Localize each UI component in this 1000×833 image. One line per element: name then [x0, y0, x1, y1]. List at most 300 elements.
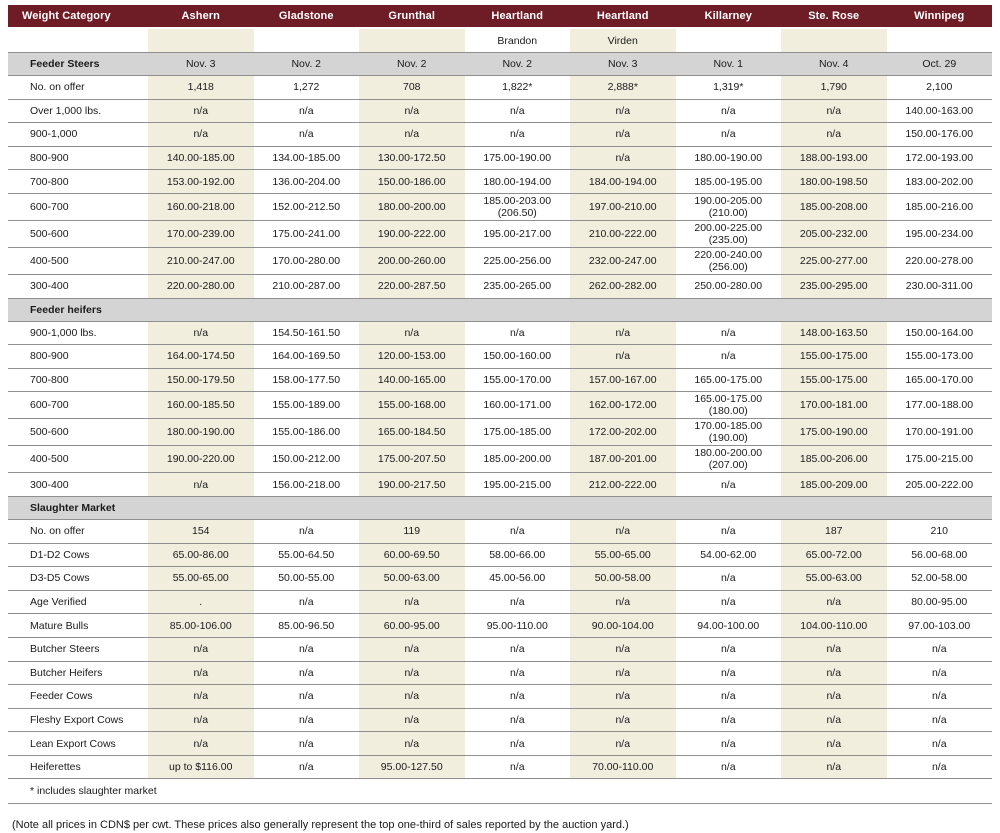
- row-label: Lean Export Cows: [8, 732, 148, 756]
- cell-ashern: 85.00-106.00: [148, 614, 254, 638]
- row-label: Fleshy Export Cows: [8, 708, 148, 732]
- cell-sterose: n/a: [781, 637, 887, 661]
- cell-winnipeg: n/a: [887, 661, 993, 685]
- cell-brandon: n/a: [465, 590, 571, 614]
- cell-brandon: n/a: [465, 519, 571, 543]
- cell-ashern: n/a: [148, 708, 254, 732]
- cell-virden: 232.00-247.00: [570, 247, 676, 274]
- cell-brandon: n/a: [465, 321, 571, 345]
- cell-winnipeg: 165.00-170.00: [887, 368, 993, 392]
- cell-sterose: 188.00-193.00: [781, 146, 887, 170]
- column-header-virden: Heartland: [570, 5, 676, 28]
- cell-grunthal: 200.00-260.00: [359, 247, 465, 274]
- section-date-brandon: Nov. 2: [465, 53, 571, 76]
- column-header-ashern: Ashern: [148, 5, 254, 28]
- cell-winnipeg: 183.00-202.00: [887, 170, 993, 194]
- cell-brandon: n/a: [465, 99, 571, 123]
- cell-grunthal: 60.00-95.00: [359, 614, 465, 638]
- cell-killarney: 190.00-205.00 (210.00): [676, 193, 782, 220]
- cell-grunthal: n/a: [359, 321, 465, 345]
- cell-sterose: 185.00-206.00: [781, 446, 887, 473]
- cell-brandon: 195.00-215.00: [465, 473, 571, 497]
- section-date-gladstone: Nov. 2: [254, 53, 360, 76]
- cell-killarney: 200.00-225.00 (235.00): [676, 220, 782, 247]
- cell-ashern: up to $116.00: [148, 755, 254, 779]
- cell-winnipeg: n/a: [887, 755, 993, 779]
- table-footnote: * includes slaughter market: [8, 779, 992, 804]
- cell-killarney: 180.00-190.00: [676, 146, 782, 170]
- section-date-killarney: [676, 298, 782, 321]
- column-header-grunthal: Grunthal: [359, 5, 465, 28]
- column-header-killarney: Killarney: [676, 5, 782, 28]
- cell-grunthal: 190.00-217.50: [359, 473, 465, 497]
- cell-ashern: n/a: [148, 685, 254, 709]
- section-title: Slaughter Market: [8, 496, 148, 519]
- cell-brandon: 58.00-66.00: [465, 543, 571, 567]
- cell-brandon: 225.00-256.00: [465, 247, 571, 274]
- column-subheader-gladstone: [254, 28, 360, 53]
- cell-killarney: n/a: [676, 99, 782, 123]
- section-date-killarney: [676, 496, 782, 519]
- cell-brandon: n/a: [465, 755, 571, 779]
- cell-gladstone: 85.00-96.50: [254, 614, 360, 638]
- cell-ashern: 180.00-190.00: [148, 419, 254, 446]
- cell-killarney: 220.00-240.00 (256.00): [676, 247, 782, 274]
- table-row: [8, 637, 992, 661]
- section-title: Feeder heifers: [8, 298, 148, 321]
- cell-ashern: n/a: [148, 473, 254, 497]
- table-row: [8, 543, 992, 567]
- column-header-gladstone: Gladstone: [254, 5, 360, 28]
- cell-gladstone: n/a: [254, 99, 360, 123]
- cell-gladstone: n/a: [254, 661, 360, 685]
- column-subheader-brandon: Brandon: [465, 28, 571, 53]
- cell-gladstone: n/a: [254, 732, 360, 756]
- cell-grunthal: n/a: [359, 708, 465, 732]
- table-footnote-row: [8, 779, 992, 804]
- cell-sterose: n/a: [781, 590, 887, 614]
- cell-gladstone: 175.00-241.00: [254, 220, 360, 247]
- cell-winnipeg: 195.00-234.00: [887, 220, 993, 247]
- cell-brandon: 1,822*: [465, 76, 571, 100]
- cell-brandon: n/a: [465, 123, 571, 147]
- cell-virden: 184.00-194.00: [570, 170, 676, 194]
- cell-brandon: 155.00-170.00: [465, 368, 571, 392]
- cell-winnipeg: 220.00-278.00: [887, 247, 993, 274]
- section-date-winnipeg: Oct. 29: [887, 53, 993, 76]
- cell-virden: n/a: [570, 661, 676, 685]
- cell-grunthal: n/a: [359, 590, 465, 614]
- table-head: [8, 5, 992, 53]
- cell-grunthal: 220.00-287.50: [359, 274, 465, 298]
- cell-ashern: n/a: [148, 637, 254, 661]
- section-date-gladstone: [254, 298, 360, 321]
- cell-brandon: 175.00-190.00: [465, 146, 571, 170]
- cell-ashern: 55.00-65.00: [148, 567, 254, 591]
- cell-sterose: n/a: [781, 661, 887, 685]
- cell-brandon: 160.00-171.00: [465, 392, 571, 419]
- row-label: 800-900: [8, 345, 148, 369]
- table-row: [8, 708, 992, 732]
- cell-virden: n/a: [570, 321, 676, 345]
- bottom-note: (Note all prices in CDN$ per cwt. These prices also generally represent the top one-third of sales reported by the auction yard.): [12, 819, 629, 832]
- cell-gladstone: 210.00-287.00: [254, 274, 360, 298]
- cell-killarney: n/a: [676, 637, 782, 661]
- cell-winnipeg: 150.00-164.00: [887, 321, 993, 345]
- cell-winnipeg: 80.00-95.00: [887, 590, 993, 614]
- row-label: 900-1,000: [8, 123, 148, 147]
- cell-brandon: n/a: [465, 661, 571, 685]
- column-subheader-grunthal: [359, 28, 465, 53]
- cell-grunthal: 60.00-69.50: [359, 543, 465, 567]
- table-row: [8, 732, 992, 756]
- cell-killarney: n/a: [676, 345, 782, 369]
- cell-sterose: 175.00-190.00: [781, 419, 887, 446]
- table-row: [8, 193, 992, 220]
- cell-gladstone: 155.00-189.00: [254, 392, 360, 419]
- table-row: [8, 99, 992, 123]
- row-label: Feeder Cows: [8, 685, 148, 709]
- cell-killarney: n/a: [676, 755, 782, 779]
- cell-ashern: n/a: [148, 99, 254, 123]
- cell-killarney: n/a: [676, 567, 782, 591]
- cell-killarney: 1,319*: [676, 76, 782, 100]
- section-date-ashern: [148, 298, 254, 321]
- row-label: 600-700: [8, 193, 148, 220]
- cell-gladstone: 164.00-169.50: [254, 345, 360, 369]
- column-subheader-killarney: [676, 28, 782, 53]
- cell-winnipeg: 2,100: [887, 76, 993, 100]
- cell-sterose: 1,790: [781, 76, 887, 100]
- cell-ashern: 140.00-185.00: [148, 146, 254, 170]
- cell-killarney: 170.00-185.00 (190.00): [676, 419, 782, 446]
- cell-grunthal: 140.00-165.00: [359, 368, 465, 392]
- column-subheader-virden: Virden: [570, 28, 676, 53]
- column-header-winnipeg: Winnipeg: [887, 5, 993, 28]
- row-label: Mature Bulls: [8, 614, 148, 638]
- cell-gladstone: 1,272: [254, 76, 360, 100]
- table-row: [8, 519, 992, 543]
- cell-brandon: n/a: [465, 708, 571, 732]
- cell-grunthal: 190.00-222.00: [359, 220, 465, 247]
- cell-killarney: n/a: [676, 590, 782, 614]
- cell-grunthal: 165.00-184.50: [359, 419, 465, 446]
- cell-gladstone: n/a: [254, 755, 360, 779]
- section-header-row: [8, 53, 992, 76]
- cell-winnipeg: n/a: [887, 708, 993, 732]
- table-row: [8, 76, 992, 100]
- cell-sterose: n/a: [781, 685, 887, 709]
- cell-winnipeg: 205.00-222.00: [887, 473, 993, 497]
- cell-ashern: n/a: [148, 661, 254, 685]
- column-header-brandon: Heartland: [465, 5, 571, 28]
- cell-ashern: 210.00-247.00: [148, 247, 254, 274]
- section-date-sterose: [781, 496, 887, 519]
- cell-gladstone: n/a: [254, 123, 360, 147]
- table-row: [8, 247, 992, 274]
- column-subheader-ashern: [148, 28, 254, 53]
- cell-gladstone: 134.00-185.00: [254, 146, 360, 170]
- cell-virden: 157.00-167.00: [570, 368, 676, 392]
- cell-grunthal: n/a: [359, 732, 465, 756]
- table-row: [8, 755, 992, 779]
- cell-sterose: 104.00-110.00: [781, 614, 887, 638]
- cell-gladstone: n/a: [254, 708, 360, 732]
- cell-sterose: 187: [781, 519, 887, 543]
- cell-gladstone: 155.00-186.00: [254, 419, 360, 446]
- cell-brandon: 195.00-217.00: [465, 220, 571, 247]
- table-row: [8, 661, 992, 685]
- cell-virden: 187.00-201.00: [570, 446, 676, 473]
- cell-winnipeg: 185.00-216.00: [887, 193, 993, 220]
- cell-ashern: 160.00-218.00: [148, 193, 254, 220]
- table-row: [8, 220, 992, 247]
- cell-virden: 210.00-222.00: [570, 220, 676, 247]
- cell-winnipeg: 140.00-163.00: [887, 99, 993, 123]
- cell-killarney: 94.00-100.00: [676, 614, 782, 638]
- section-date-killarney: Nov. 1: [676, 53, 782, 76]
- cell-winnipeg: n/a: [887, 637, 993, 661]
- cell-virden: 50.00-58.00: [570, 567, 676, 591]
- cell-killarney: n/a: [676, 473, 782, 497]
- cell-sterose: 170.00-181.00: [781, 392, 887, 419]
- cell-sterose: 185.00-209.00: [781, 473, 887, 497]
- row-label: 900-1,000 lbs.: [8, 321, 148, 345]
- cell-grunthal: 180.00-200.00: [359, 193, 465, 220]
- section-date-virden: Nov. 3: [570, 53, 676, 76]
- cell-sterose: 205.00-232.00: [781, 220, 887, 247]
- cell-killarney: n/a: [676, 685, 782, 709]
- cell-gladstone: 152.00-212.50: [254, 193, 360, 220]
- cell-grunthal: n/a: [359, 99, 465, 123]
- table-row: [8, 274, 992, 298]
- cell-brandon: 180.00-194.00: [465, 170, 571, 194]
- cell-grunthal: n/a: [359, 123, 465, 147]
- section-date-sterose: Nov. 4: [781, 53, 887, 76]
- cell-ashern: n/a: [148, 321, 254, 345]
- cell-killarney: n/a: [676, 732, 782, 756]
- cell-grunthal: 155.00-168.00: [359, 392, 465, 419]
- row-label: 500-600: [8, 419, 148, 446]
- table-row: [8, 146, 992, 170]
- cell-ashern: .: [148, 590, 254, 614]
- row-label: Heiferettes: [8, 755, 148, 779]
- cattle-market-table: [8, 5, 992, 804]
- cell-gladstone: 150.00-212.00: [254, 446, 360, 473]
- cell-sterose: n/a: [781, 732, 887, 756]
- row-label: 500-600: [8, 220, 148, 247]
- table-row: [8, 321, 992, 345]
- cell-sterose: 65.00-72.00: [781, 543, 887, 567]
- cell-sterose: n/a: [781, 123, 887, 147]
- section-date-winnipeg: [887, 496, 993, 519]
- section-date-winnipeg: [887, 298, 993, 321]
- cell-sterose: 55.00-63.00: [781, 567, 887, 591]
- table-row: [8, 446, 992, 473]
- cell-gladstone: 136.00-204.00: [254, 170, 360, 194]
- cell-virden: 197.00-210.00: [570, 193, 676, 220]
- cell-grunthal: 150.00-186.00: [359, 170, 465, 194]
- cell-ashern: 220.00-280.00: [148, 274, 254, 298]
- cell-gladstone: 156.00-218.00: [254, 473, 360, 497]
- cell-killarney: 180.00-200.00 (207.00): [676, 446, 782, 473]
- cell-ashern: 153.00-192.00: [148, 170, 254, 194]
- cell-killarney: 165.00-175.00 (180.00): [676, 392, 782, 419]
- cell-grunthal: 95.00-127.50: [359, 755, 465, 779]
- cell-winnipeg: 170.00-191.00: [887, 419, 993, 446]
- section-header-row: [8, 496, 992, 519]
- cell-gladstone: n/a: [254, 519, 360, 543]
- cell-grunthal: 120.00-153.00: [359, 345, 465, 369]
- column-subheader-winnipeg: [887, 28, 993, 53]
- column-header-label: Weight Category: [8, 5, 148, 28]
- cell-grunthal: 130.00-172.50: [359, 146, 465, 170]
- section-date-brandon: [465, 496, 571, 519]
- cell-killarney: 54.00-62.00: [676, 543, 782, 567]
- column-subheader-label: [8, 28, 148, 53]
- column-header-row: [8, 5, 992, 28]
- cell-brandon: 175.00-185.00: [465, 419, 571, 446]
- cell-sterose: n/a: [781, 755, 887, 779]
- row-label: Butcher Heifers: [8, 661, 148, 685]
- cell-grunthal: n/a: [359, 685, 465, 709]
- section-date-grunthal: Nov. 2: [359, 53, 465, 76]
- row-label: 800-900: [8, 146, 148, 170]
- table-row: [8, 123, 992, 147]
- cell-winnipeg: 172.00-193.00: [887, 146, 993, 170]
- cell-virden: n/a: [570, 146, 676, 170]
- cell-virden: 55.00-65.00: [570, 543, 676, 567]
- cell-sterose: 180.00-198.50: [781, 170, 887, 194]
- cell-virden: 2,888*: [570, 76, 676, 100]
- column-header-sterose: Ste. Rose: [781, 5, 887, 28]
- cell-ashern: 170.00-239.00: [148, 220, 254, 247]
- section-date-grunthal: [359, 496, 465, 519]
- cell-virden: 212.00-222.00: [570, 473, 676, 497]
- cell-brandon: n/a: [465, 637, 571, 661]
- cell-virden: 90.00-104.00: [570, 614, 676, 638]
- section-date-gladstone: [254, 496, 360, 519]
- section-date-virden: [570, 298, 676, 321]
- column-subheader-row: [8, 28, 992, 53]
- cell-gladstone: 170.00-280.00: [254, 247, 360, 274]
- cell-ashern: 1,418: [148, 76, 254, 100]
- cell-brandon: 185.00-200.00: [465, 446, 571, 473]
- cell-brandon: n/a: [465, 732, 571, 756]
- table-row: [8, 392, 992, 419]
- row-label: 300-400: [8, 274, 148, 298]
- cell-virden: 70.00-110.00: [570, 755, 676, 779]
- table-row: [8, 567, 992, 591]
- cell-virden: n/a: [570, 732, 676, 756]
- cell-brandon: 235.00-265.00: [465, 274, 571, 298]
- cell-ashern: 190.00-220.00: [148, 446, 254, 473]
- row-label: D3-D5 Cows: [8, 567, 148, 591]
- table-row: [8, 614, 992, 638]
- row-label: 300-400: [8, 473, 148, 497]
- cell-gladstone: n/a: [254, 637, 360, 661]
- table-row: [8, 419, 992, 446]
- cell-grunthal: 119: [359, 519, 465, 543]
- section-date-virden: [570, 496, 676, 519]
- cell-virden: n/a: [570, 637, 676, 661]
- section-date-grunthal: [359, 298, 465, 321]
- cell-gladstone: 55.00-64.50: [254, 543, 360, 567]
- cell-virden: 162.00-172.00: [570, 392, 676, 419]
- cell-winnipeg: 210: [887, 519, 993, 543]
- cell-grunthal: 50.00-63.00: [359, 567, 465, 591]
- cell-winnipeg: 177.00-188.00: [887, 392, 993, 419]
- row-label: No. on offer: [8, 519, 148, 543]
- row-label: Butcher Steers: [8, 637, 148, 661]
- cell-brandon: n/a: [465, 685, 571, 709]
- cell-killarney: n/a: [676, 708, 782, 732]
- cell-virden: n/a: [570, 519, 676, 543]
- table-row: [8, 368, 992, 392]
- row-label: Over 1,000 lbs.: [8, 99, 148, 123]
- cell-sterose: 235.00-295.00: [781, 274, 887, 298]
- cell-ashern: 164.00-174.50: [148, 345, 254, 369]
- section-date-ashern: Nov. 3: [148, 53, 254, 76]
- cell-sterose: 225.00-277.00: [781, 247, 887, 274]
- cell-virden: n/a: [570, 590, 676, 614]
- row-label: 400-500: [8, 247, 148, 274]
- section-header-row: [8, 298, 992, 321]
- cell-ashern: 154: [148, 519, 254, 543]
- cell-sterose: n/a: [781, 708, 887, 732]
- cell-winnipeg: 56.00-68.00: [887, 543, 993, 567]
- cell-sterose: 185.00-208.00: [781, 193, 887, 220]
- row-label: 700-800: [8, 368, 148, 392]
- table-row: [8, 473, 992, 497]
- cell-gladstone: 50.00-55.00: [254, 567, 360, 591]
- cell-winnipeg: 97.00-103.00: [887, 614, 993, 638]
- cell-killarney: n/a: [676, 519, 782, 543]
- cell-virden: n/a: [570, 685, 676, 709]
- cell-brandon: 45.00-56.00: [465, 567, 571, 591]
- cell-ashern: 65.00-86.00: [148, 543, 254, 567]
- cell-grunthal: 175.00-207.50: [359, 446, 465, 473]
- cell-killarney: n/a: [676, 123, 782, 147]
- cell-winnipeg: n/a: [887, 732, 993, 756]
- cell-virden: n/a: [570, 345, 676, 369]
- row-label: 600-700: [8, 392, 148, 419]
- cell-gladstone: n/a: [254, 685, 360, 709]
- cell-gladstone: n/a: [254, 590, 360, 614]
- cell-ashern: 150.00-179.50: [148, 368, 254, 392]
- cell-winnipeg: 52.00-58.00: [887, 567, 993, 591]
- cell-grunthal: n/a: [359, 661, 465, 685]
- cell-killarney: n/a: [676, 661, 782, 685]
- cell-brandon: 95.00-110.00: [465, 614, 571, 638]
- cell-ashern: n/a: [148, 123, 254, 147]
- table-row: [8, 685, 992, 709]
- cell-killarney: 165.00-175.00: [676, 368, 782, 392]
- row-label: D1-D2 Cows: [8, 543, 148, 567]
- cell-winnipeg: 175.00-215.00: [887, 446, 993, 473]
- cell-sterose: 155.00-175.00: [781, 368, 887, 392]
- cell-killarney: n/a: [676, 321, 782, 345]
- cell-gladstone: 154.50-161.50: [254, 321, 360, 345]
- cell-virden: 262.00-282.00: [570, 274, 676, 298]
- cell-virden: n/a: [570, 123, 676, 147]
- table-body: [8, 53, 992, 804]
- row-label: No. on offer: [8, 76, 148, 100]
- cell-ashern: 160.00-185.50: [148, 392, 254, 419]
- cell-winnipeg: 155.00-173.00: [887, 345, 993, 369]
- section-title: Feeder Steers: [8, 53, 148, 76]
- cell-virden: n/a: [570, 99, 676, 123]
